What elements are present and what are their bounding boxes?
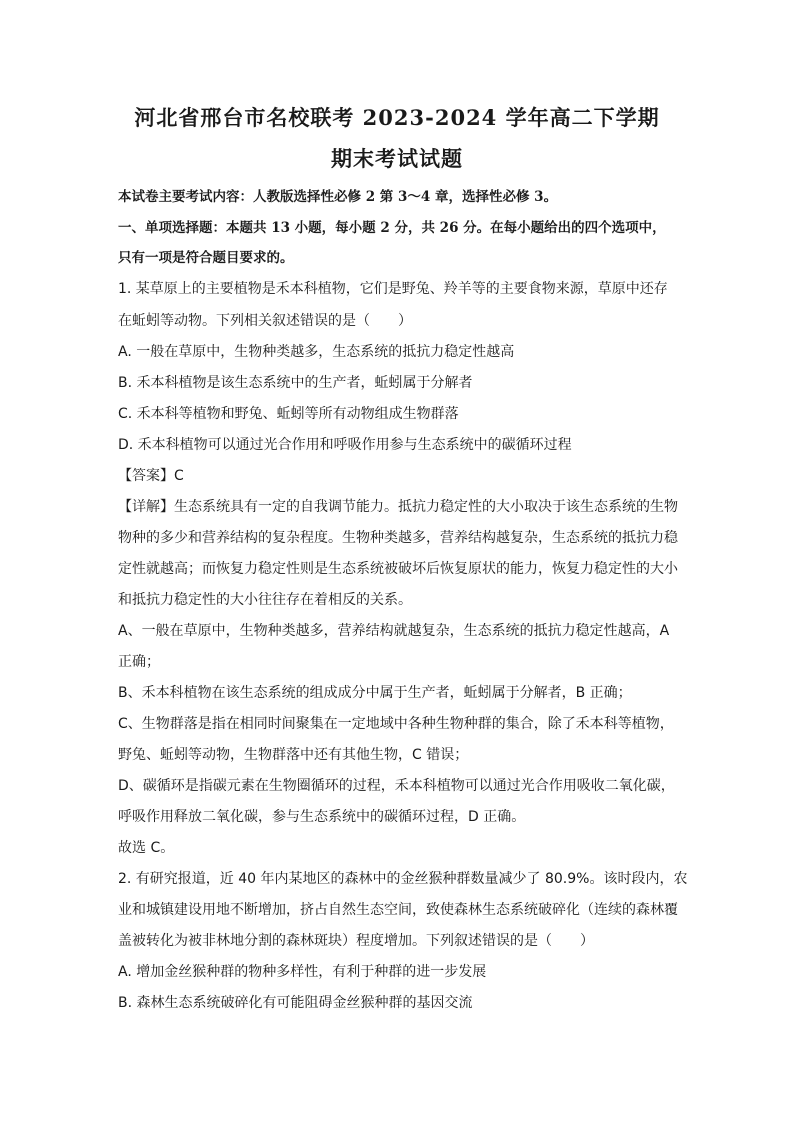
question-2-stem: 2. 有研究报道，近 40 年内某地区的森林中的金丝猴种群数量减少了 80.9%。该时段内，农 bbox=[118, 871, 688, 887]
explanation-line: 野兔、蚯蚓等动物，生物群落中还有其他生物，C 错误； bbox=[118, 747, 469, 763]
question-1-option-b: B. 禾本科植物是该生态系统中的生产者，蚯蚓属于分解者 bbox=[118, 375, 473, 391]
explanation-line: D、碳循环是指碳元素在生物圈循环的过程，禾本科植物可以通过光合作用吸收二氧化碳， bbox=[118, 778, 675, 794]
explanation-line: 【详解】生态系统具有一定的自我调节能力。抵抗力稳定性的大小取决于该生态系统的生物 bbox=[118, 499, 678, 515]
question-1-option-a: A. 一般在草原中，生物种类越多，生态系统的抵抗力稳定性越高 bbox=[118, 344, 515, 360]
question-2-stem-cont: 盖被转化为被非林地分割的森林斑块）程度增加。下列叙述错误的是（ ） bbox=[118, 933, 594, 949]
question-1-option-c: C. 禾本科等植物和野兔、蚯蚓等所有动物组成生物群落 bbox=[118, 406, 459, 422]
explanation-line: C、生物群落是指在相同时间聚集在一定地域中各种生物种群的集合，除了禾本科等植物， bbox=[118, 716, 674, 732]
section-heading: 一、单项选择题：本题共 13 小题，每小题 2 分，共 26 分。在每小题给出的四个选项中， bbox=[118, 220, 666, 236]
document-title-line2: 期末考试试题 bbox=[331, 146, 463, 171]
explanation-conclusion: 故选 C。 bbox=[118, 840, 175, 856]
explanation-line: B、禾本科植物在该生态系统的组成成分中属于生产者，蚯蚓属于分解者，B 正确； bbox=[118, 685, 632, 701]
exam-scope: 本试卷主要考试内容：人教版选择性必修 2 第 3～4 章，选择性必修 3。 bbox=[118, 189, 558, 205]
question-2-stem-cont: 业和城镇建设用地不断增加，挤占自然生态空间，致使森林生态系统破碎化（连续的森林覆 bbox=[118, 902, 678, 918]
explanation-line: A、一般在草原中，生物种类越多，营养结构就越复杂，生态系统的抵抗力稳定性越高，A bbox=[118, 623, 670, 639]
question-1-stem: 1. 某草原上的主要植物是禾本科植物，它们是野兔、羚羊等的主要食物来源，草原中还存 bbox=[118, 281, 668, 297]
explanation-line: 定性就越高；而恢复力稳定性则是生态系统被破坏后恢复原状的能力，恢复力稳定性的大小 bbox=[118, 561, 678, 577]
explanation-line: 正确； bbox=[118, 654, 160, 670]
explanation-line: 呼吸作用释放二氧化碳，参与生态系统中的碳循环过程，D 正确。 bbox=[118, 809, 526, 825]
question-2-option-a: A. 增加金丝猴种群的物种多样性，有利于种群的进一步发展 bbox=[118, 964, 487, 980]
question-1-answer: 【答案】C bbox=[118, 468, 184, 484]
explanation-line: 物种的多少和营养结构的复杂程度。生物种类越多，营养结构越复杂，生态系统的抵抗力稳 bbox=[118, 530, 678, 546]
explanation-line: 和抵抗力稳定性的大小往往存在着相反的关系。 bbox=[118, 592, 412, 608]
question-1-option-d: D. 禾本科植物可以通过光合作用和呼吸作用参与生态系统中的碳循环过程 bbox=[118, 437, 572, 453]
question-1-stem-cont: 在蚯蚓等动物。下列相关叙述错误的是（ ） bbox=[118, 313, 412, 329]
question-2-option-b: B. 森林生态系统破碎化有可能阻碍金丝猴种群的基因交流 bbox=[118, 995, 473, 1011]
document-title-line1: 河北省邢台市名校联考 2023-2024 学年高二下学期 bbox=[134, 105, 660, 130]
section-heading-cont: 只有一项是符合题目要求的。 bbox=[118, 250, 294, 266]
